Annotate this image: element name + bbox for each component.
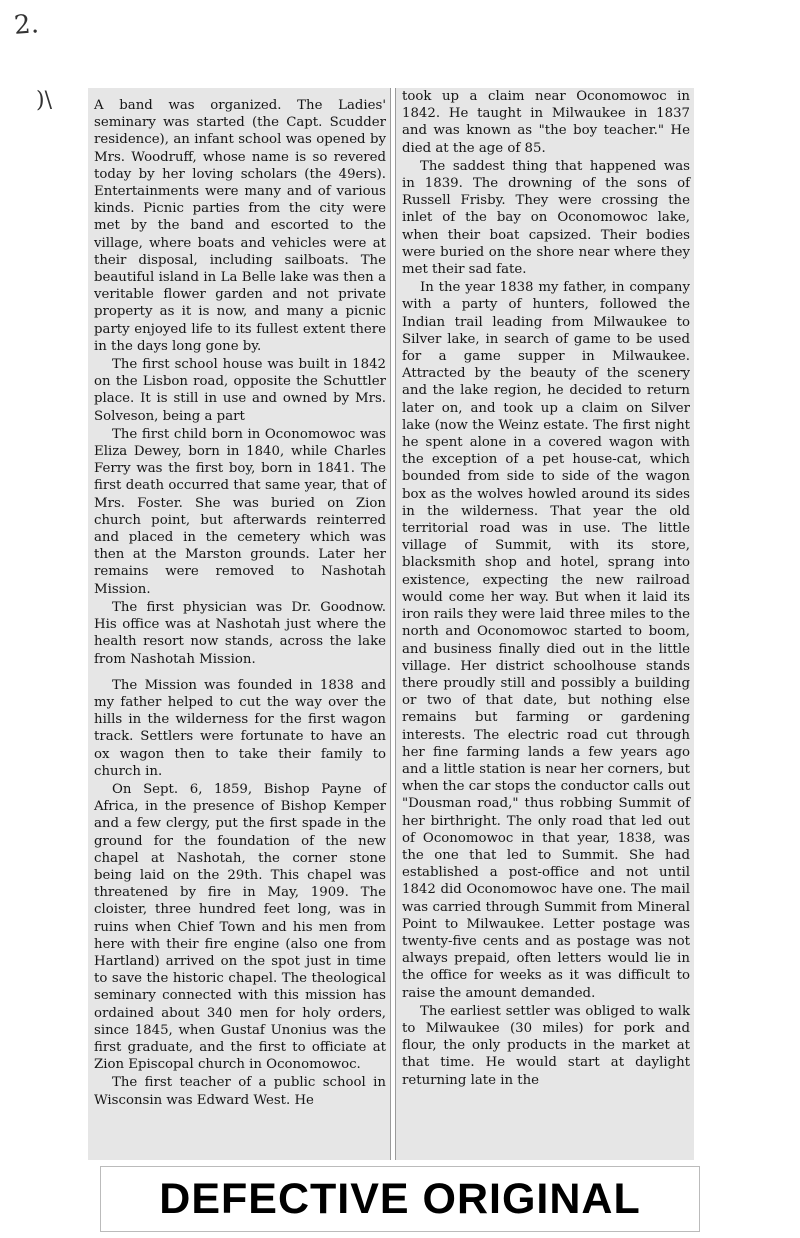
paragraph: The first school house was built in 1842 on the Lisbon road, opposite the Schuttler place. It is still in use and owned by Mrs. Solveson, being a part: [94, 357, 386, 424]
article-column-right: [396, 88, 694, 1160]
paragraph: The first teacher of a public school in Wisconsin was Edward West. He: [94, 1075, 386, 1108]
article-column-left: [88, 88, 390, 1160]
margin-mark: )\: [36, 88, 52, 113]
paragraph: took up a claim near Oconomowoc in 1842. He taught in Milwaukee in 1837 and was known as "the boy teacher." He died at the age of 85.: [402, 89, 690, 156]
paragraph: On Sept. 6, 1859, Bishop Payne of Africa, in the presence of Bishop Kemper and a few clergy, put the first spade in the ground for the foundation of the new chapel at Nashotah, the corner stone being laid on the 29th. This chapel was threatened by fire in May, 1909. The cloister, three hundred feet long, was in ruins when Chief Town and his men from here with their fire engine (also one from Hartland) arrived on the spot just in time to save the historic chapel. The theological seminary connected with this mission has ordained about 340 men for holy orders, since 1845, when Gustaf Unonius was the first graduate, and the first to officiate at Zion Episcopal church in Oconomowoc.: [94, 781, 386, 1073]
paragraph: The saddest thing that happened was in 1839. The drowning of the sons of Russell Frisby. They were crossing the inlet of the bay on Oconomowoc lake, when their boat capsized. Their bodies were buried on the shore near where they met their sad fate.: [402, 158, 690, 278]
paragraph: The earliest settler was obliged to walk to Milwaukee (30 miles) for pork and flour, the only products in the market at that time. He would start at daylight returning late in the: [402, 1003, 690, 1088]
paragraph: The Mission was founded in 1838 and my father helped to cut the way over the hills in the wilderness for the first wagon track. Settlers were fortunate to have an ox wagon then to take their family to church in.: [94, 677, 386, 779]
defective-original-stamp: DEFECTIVE ORIGINAL: [100, 1166, 700, 1232]
paragraph: The first child born in Oconomowoc was Eliza Dewey, born in 1840, while Charles Ferry was the first boy, born in 1841. The first death occurred that same year, that of Mrs. Foster. She was buried on Zion church point, but afterwards reinterred and placed in the cemetery which was then at the Marston grounds. Later her remains were removed to Nashotah Mission.: [94, 426, 386, 597]
paragraph: In the year 1838 my father, in company with a party of hunters, followed the Indian trail leading from Milwaukee to Silver lake, in search of game to be used for a game supper in Milwaukee. Attracted by the beauty of the scenery and the lake region, he decided to return later on, and took up a claim on Silver lake (now the Weinz estate. The first night he spent alone in a covered wagon with the exception of a pet house-cat, which bounded from side to side of the wagon box as the wolves howled around its sides in the wilderness. That year the old territorial road was in use. The little village of Summit, with its store, blacksmith shop and hotel, sprang into existence, expecting the new railroad would come her way. But when it laid its iron rails they were laid three miles to the north and Oconomowoc started to boom, and business finally died out in the little village. Her district schoolhouse stands there proudly still and possibly a building or two of that date, but nothing else remains but farming or gardening interests. The electric road cut through her fine farming lands a few years ago and a little station is near her corners, but when the car stops the conductor calls out "Dousman road," thus robbing Summit of her birthright. The only road that led out of Oconomowoc in that year, 1838, was the one that led to Summit. She had established a post-office and not until 1842 did Oconomowoc have one. The mail was carried through Summit from Mineral Point to Milwaukee. Letter postage was twenty-five cents and as postage was not always prepaid, often letters would lie in the office for weeks as it was difficult to raise the amount demanded.: [402, 280, 690, 1001]
paragraph: The first physician was Dr. Goodnow. His office was at Nashotah just where the health resort now stands, across the lake from Nashotah Mission.: [94, 599, 386, 667]
newspaper-clipping: [88, 88, 694, 1160]
paragraph: A band was organized. The Ladies' seminary was started (the Capt. Scudder residence), an infant school was opened by Mrs. Woodruff, whose name is so revered today by her loving scholars (the 49ers). Entertainments were many and of various kinds. Picnic parties from the city were met by the band and escorted to the village, where boats and vehicles were at their disposal, including sailboats. The beautiful island in La Belle lake was then a veritable flower garden and not private property as it is now, and many a picnic party enjoyed life to its fullest extent there in the days long gone by.: [94, 98, 386, 354]
page-number-handwritten: 2.: [12, 9, 40, 41]
